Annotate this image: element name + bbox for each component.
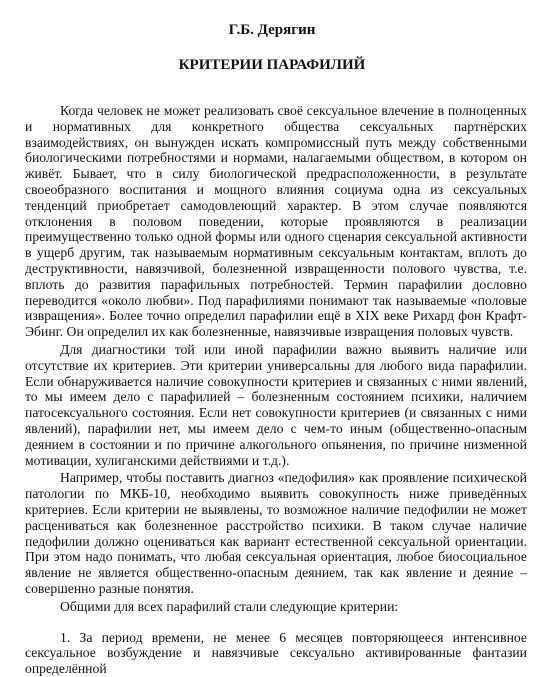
article-title: КРИТЕРИИ ПАРАФИЛИЙ bbox=[178, 57, 366, 73]
paragraph: Общими для всех парафилий стали следующие критерии: bbox=[60, 598, 399, 614]
paragraph: 1. За период времени, не менее 6 месяцев повторяющееся интенсивное сексуальное возбуждение и навязчивые сексуально активированные фантазии определённой bbox=[25, 629, 527, 677]
paragraph: Когда человек не может реализовать своё сексуальное влечение в полноценных и нормативных для конкретного общества сексуальных партнёрских взаимодействиях, он вынужден искать компромиссный путь между собственными биологическими потребностями и нормами, налагаемыми обществом, в котором он живёт. Бывает, что в силу биологической предрасположенности, в результате своеобразного воспитания и мощного влияния социума одна из сексуальных тенденций приобретает самодовлеющий характер. В этом случае появляются отклонения в половом поведении, которые проявляются в реализации преимущественно только одной формы или одного сценария сексуальной активности в ущерб другим, так называемым нормативным сексуальным контактам, вплоть до деструктивности, навязчивой, болезненной извращенности полового чувства, т.е. вплоть до развития парафильных потребностей. Термин парафилии дословно переводится «около любви». Под парафилиями понимают так называемые «половые извращения». Более точно определил парафилии ещё в XIX веке Рихард фон Крафт-Эбинг. Он определил их как болезненные, навязчивые извращения половых чувств. bbox=[25, 103, 527, 340]
paragraph: Например, чтобы поставить диагноз «педофилия» как проявление психической патологии по МКБ-10, необходимо выявить совокупность ниже приведённых критериев. Если критерии не выявлены, то возможное наличие педофилии не может расцениваться как болезненное расстройство психики. В таком случае наличие педофилии должно оцениваться как вариант естественной сексуальной ориентации. При этом надо понимать, что любая сексуальная ориентация, любое биосоциальное явление не является общественно-опасным деянием, так как явление и деяние – совершенно разные понятия. bbox=[25, 470, 527, 596]
article-body bbox=[25, 103, 527, 677]
author-name: Г.Б. Дерягин bbox=[228, 22, 316, 38]
paragraph: Для диагностики той или иной парафилии важно выявить наличие или отсутствие их критериев. Эти критерии универсальны для любого вида парафилии. Если обнаруживается наличие совокупности критериев и связанных с ними явлений, то мы имеем дело с парафилией – болезненным состоянием психики, наличием патосексуального состояния. Если нет совокупности критериев (и связанных с ними явлений), парафилии нет, мы имеем дело с чем-то иным (общественно-опасным деянием в состоянии и по причине алкогольного опьянения, по причине низменной мотивации, хулиганскими действиями и т.д.). bbox=[25, 341, 527, 468]
